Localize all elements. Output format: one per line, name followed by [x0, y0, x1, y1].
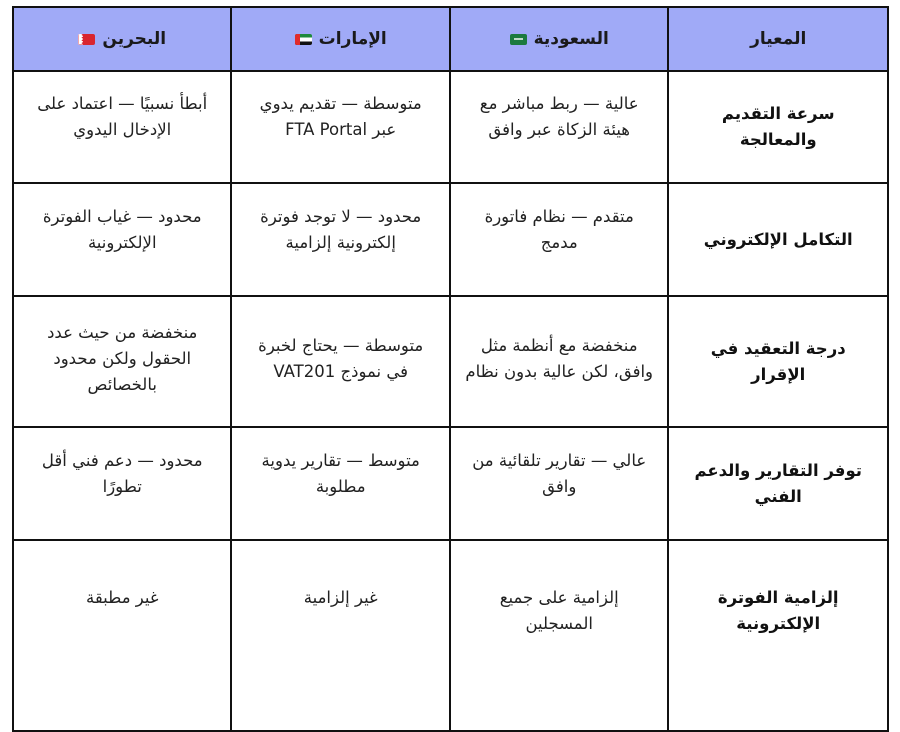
cell-saudi: متقدم — نظام فاتورة مدمج — [450, 183, 668, 296]
cell-bahrain: محدود — غياب الفوترة الإلكترونية — [13, 183, 231, 296]
cell-saudi: عالي — تقارير تلقائية من وافق — [450, 427, 668, 540]
cell-criterion: سرعة التقديم والمعالجة — [668, 71, 888, 183]
bahrain-flag-icon — [78, 34, 95, 45]
cell-bahrain: منخفضة من حيث عدد الحقول ولكن محدود بالخصائص — [13, 296, 231, 427]
header-bahrain — [13, 7, 231, 71]
cell-criterion: درجة التعقيد في الإقرار — [668, 296, 888, 427]
table-row — [13, 71, 888, 183]
cell-uae: محدود — لا توجد فوترة إلكترونية إلزامية — [231, 183, 449, 296]
header-bahrain-label: البحرين — [102, 29, 167, 49]
cell-uae: متوسطة — يحتاج لخبرة في نموذج VAT201 — [231, 296, 449, 427]
cell-criterion: التكامل الإلكتروني — [668, 183, 888, 296]
comparison-table — [12, 6, 889, 732]
cell-saudi: عالية — ربط مباشر مع هيئة الزكاة عبر وافق — [450, 71, 668, 183]
table-row — [13, 183, 888, 296]
table-row — [13, 296, 888, 427]
table-row — [13, 427, 888, 540]
cell-bahrain: أبطأ نسبيًا — اعتماد على الإدخال اليدوي — [13, 71, 231, 183]
cell-criterion: توفر التقارير والدعم الفني — [668, 427, 888, 540]
cell-uae: متوسط — تقارير يدوية مطلوبة — [231, 427, 449, 540]
cell-uae: غير إلزامية — [231, 540, 449, 731]
header-uae-label: الإمارات — [318, 29, 387, 49]
cell-saudi: منخفضة مع أنظمة مثل وافق، لكن عالية بدون نظام — [450, 296, 668, 427]
header-saudi — [450, 7, 668, 71]
uae-flag-icon — [295, 34, 312, 45]
cell-criterion: إلزامية الفوترة الإلكترونية — [668, 540, 888, 731]
cell-bahrain: محدود — دعم فني أقل تطورًا — [13, 427, 231, 540]
cell-bahrain: غير مطبقة — [13, 540, 231, 731]
saudi-flag-icon — [510, 34, 527, 45]
cell-saudi: إلزامية على جميع المسجلين — [450, 540, 668, 731]
header-criterion: المعيار — [668, 7, 888, 71]
cell-uae: متوسطة — تقديم يدوي عبر FTA Portal — [231, 71, 449, 183]
header-uae — [231, 7, 449, 71]
header-saudi-label: السعودية — [533, 29, 609, 49]
table-row — [13, 540, 888, 731]
header-row — [13, 7, 888, 71]
